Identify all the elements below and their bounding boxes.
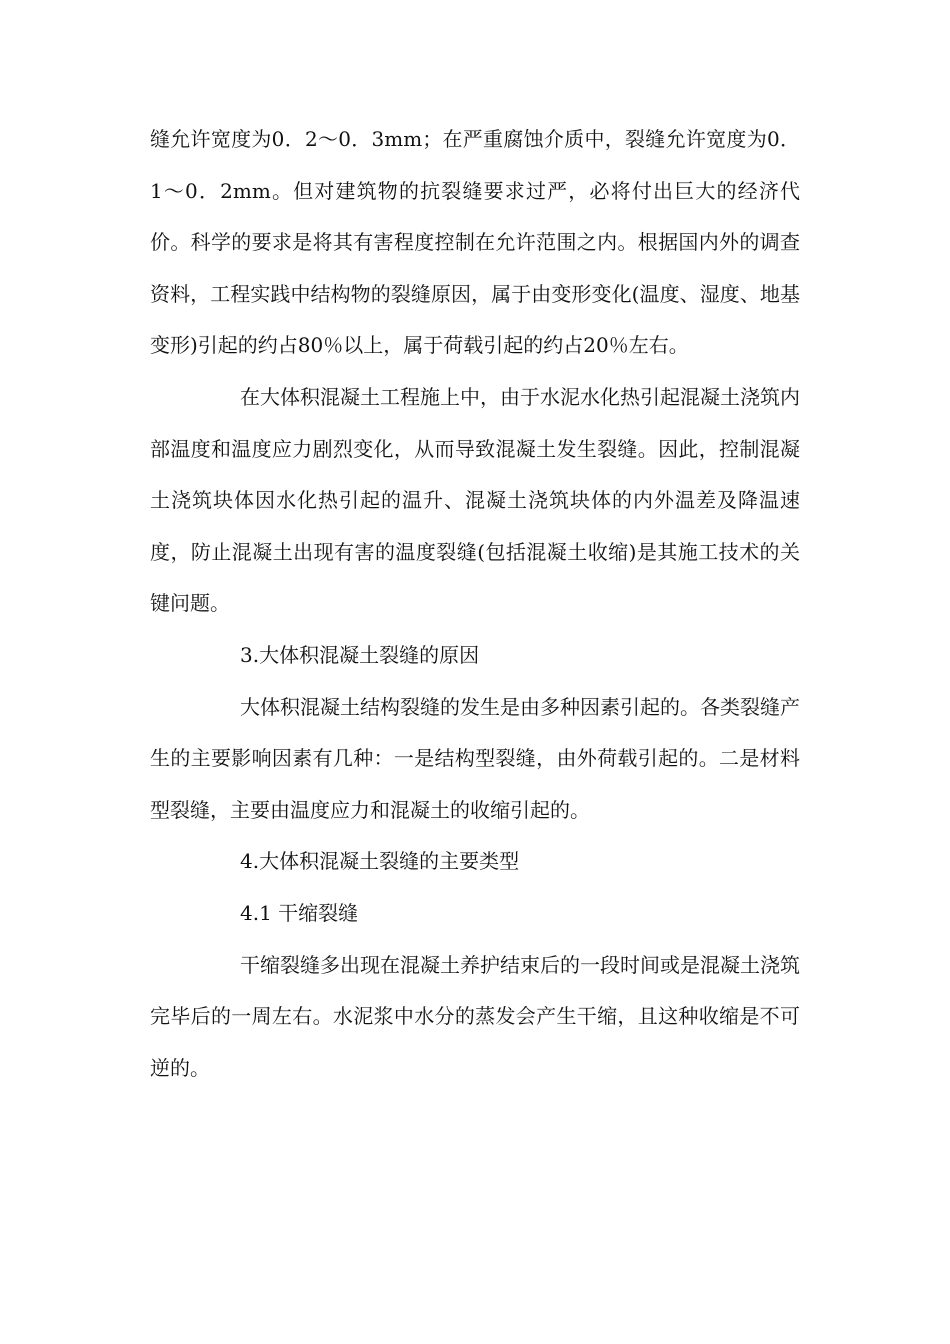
section-heading-crack-types: 4.大体积混凝土裂缝的主要类型 — [240, 849, 520, 874]
body-paragraph-crack-factors: 大体积混凝土结构裂缝的发生是由多种因素引起的。各类裂缝产生的主要影响因素有几种：一是结构型裂缝，由外荷载引起的。二是材料型裂缝，主要由温度应力和混凝土的收缩引起的。 — [150, 694, 800, 822]
body-paragraph-temperature-stress: 在大体积混凝土工程施上中，由于水泥水化热引起混凝土浇筑内部温度和温度应力剧烈变化，从而导致混凝土发生裂缝。因此，控制混凝土浇筑块体因水化热引起的温升、混凝土浇筑块体的内外温差及降温速度，防止混凝土出现有害的温度裂缝(包括混凝土收缩)是其施工技术的关键问题。 — [150, 384, 800, 616]
section-heading-crack-causes: 3.大体积混凝土裂缝的原因 — [240, 642, 480, 667]
body-paragraph-continuation: 缝允许宽度为0．2～0．3mm；在严重腐蚀介质中，裂缝允许宽度为0．1～0．2mm。但对建筑物的抗裂缝要求过严，必将付出巨大的经济代价。科学的要求是将其有害程度控制在允许范围之内。根据国内外的调查资料，工程实践中结构物的裂缝原因，属于由变形变化(温度、湿度、地基变形)引起的约占80％以上，属于荷载引起的约占20％左右。 — [150, 127, 800, 358]
document-body — [150, 114, 800, 1094]
body-paragraph-shrinkage: 干缩裂缝多出现在混凝土养护结束后的一段时间或是混凝土浇筑完毕后的一周左右。水泥浆中水分的蒸发会产生干缩，且这种收缩是不可逆的。 — [150, 952, 800, 1080]
subsection-heading-shrinkage-cracks: 4.1 干缩裂缝 — [240, 900, 359, 925]
